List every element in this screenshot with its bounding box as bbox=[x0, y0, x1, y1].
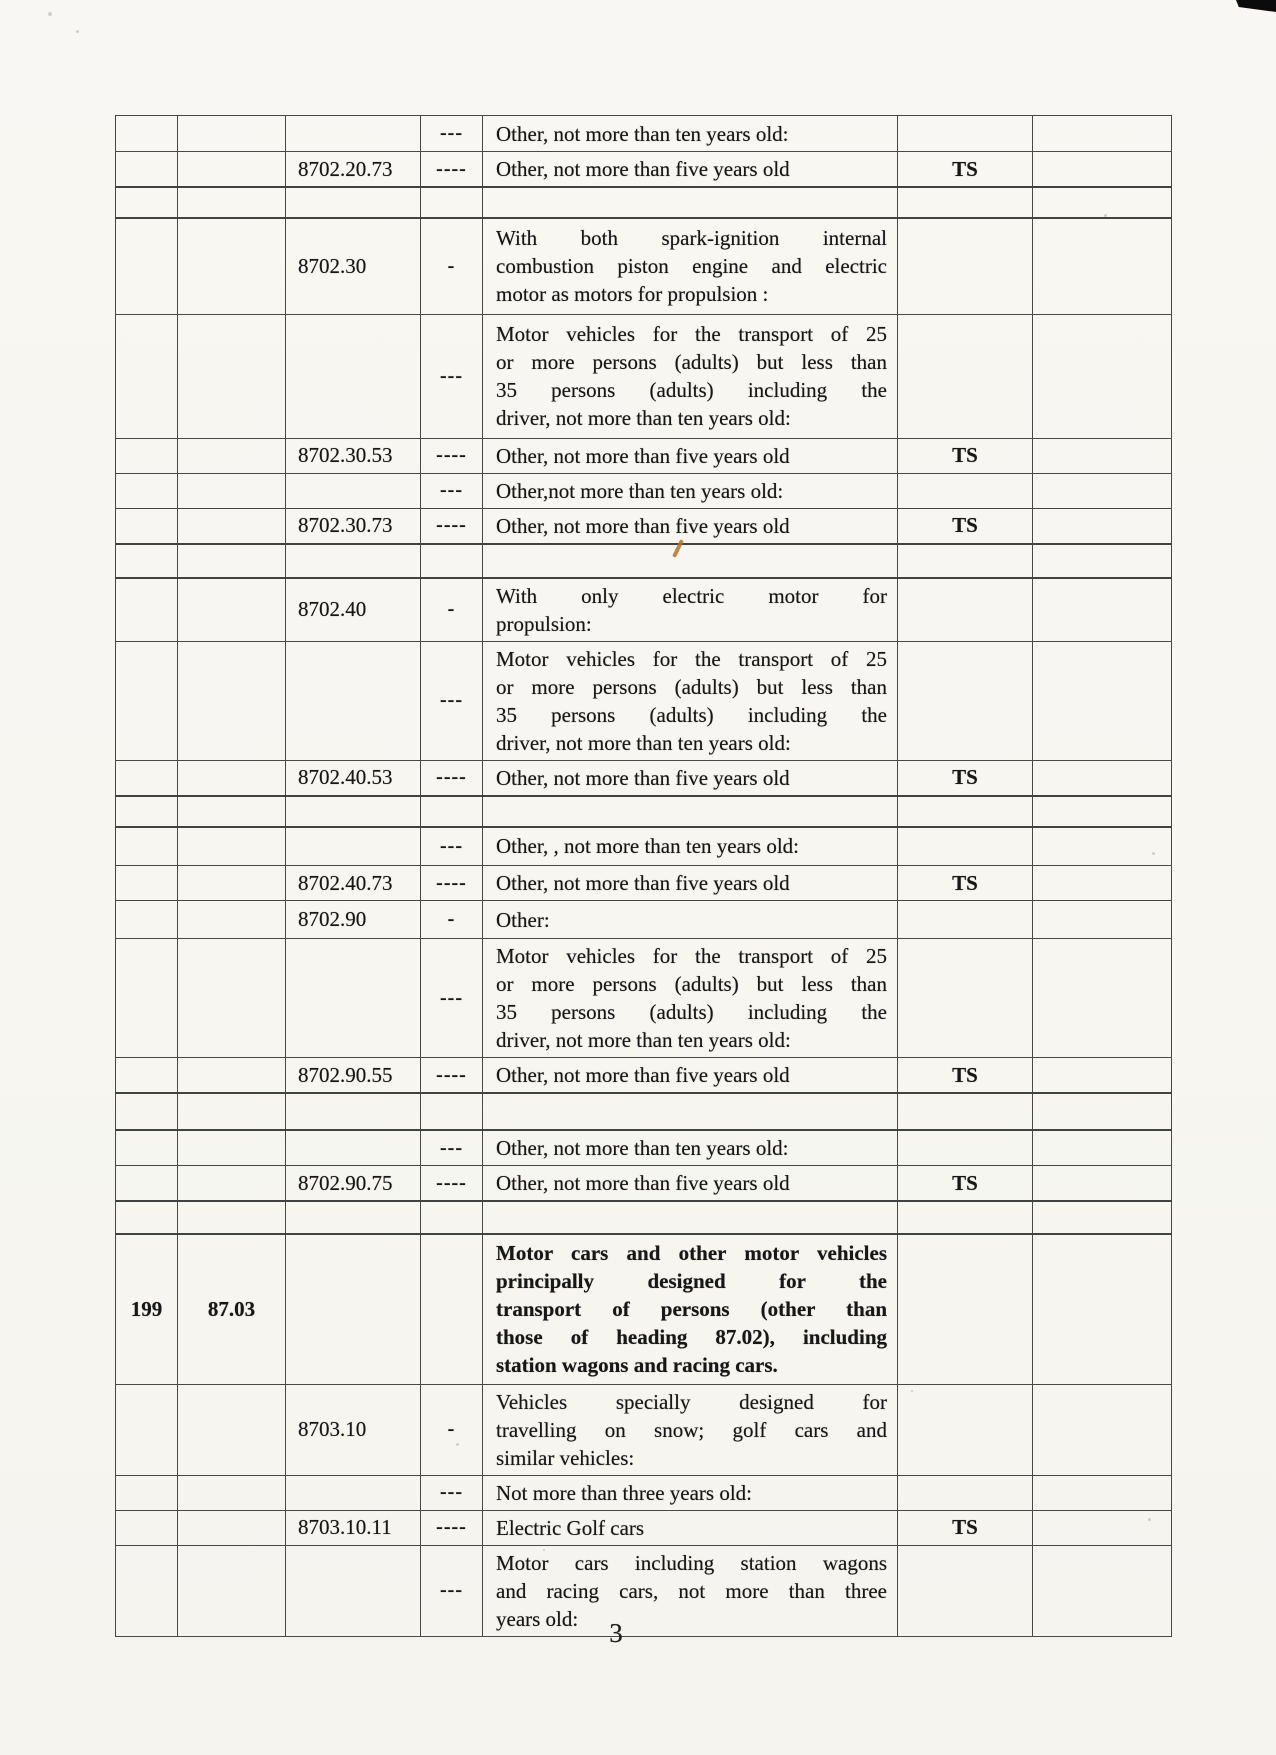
notes-cell bbox=[1033, 314, 1172, 438]
description-line: driver, not more than ten years old: bbox=[496, 406, 791, 430]
code-cell bbox=[286, 1093, 421, 1130]
table-row bbox=[116, 508, 1172, 544]
description-cell bbox=[483, 1201, 898, 1234]
table-row bbox=[116, 641, 1172, 760]
heading-cell bbox=[178, 1475, 286, 1510]
dash-cell: --- bbox=[421, 116, 483, 152]
description-line: or more persons (adults) but less than bbox=[496, 674, 887, 699]
ts-cell bbox=[898, 314, 1033, 438]
heading-cell bbox=[178, 116, 286, 152]
dash-cell: - bbox=[421, 218, 483, 314]
table-row bbox=[116, 901, 1172, 939]
dash-cell: --- bbox=[421, 1130, 483, 1166]
notes-cell bbox=[1033, 438, 1172, 473]
description-cell bbox=[483, 641, 898, 760]
notes-cell bbox=[1033, 152, 1172, 188]
heading-cell bbox=[178, 1384, 286, 1475]
code-cell: 8702.90.75 bbox=[286, 1166, 421, 1202]
description-cell bbox=[483, 1384, 898, 1475]
notes-cell bbox=[1033, 116, 1172, 152]
notes-cell bbox=[1033, 866, 1172, 901]
code-cell bbox=[286, 1234, 421, 1384]
serial-cell: 199 bbox=[116, 1234, 178, 1384]
ts-cell bbox=[898, 1234, 1033, 1384]
description-line: Electric Golf cars bbox=[496, 1515, 645, 1540]
code-cell bbox=[286, 1545, 421, 1636]
notes-cell bbox=[1033, 1130, 1172, 1166]
dash-cell: --- bbox=[421, 314, 483, 438]
ts-cell: TS bbox=[898, 1510, 1033, 1545]
heading-cell bbox=[178, 1545, 286, 1636]
description-cell bbox=[483, 827, 898, 866]
scan-speck bbox=[456, 1443, 459, 1446]
dash-cell: --- bbox=[421, 1475, 483, 1510]
table-row bbox=[116, 827, 1172, 866]
ts-cell bbox=[898, 1545, 1033, 1636]
description-line: travelling on snow; golf cars and bbox=[496, 1417, 887, 1442]
code-cell bbox=[286, 641, 421, 760]
scan-speck bbox=[48, 12, 52, 16]
serial-cell bbox=[116, 827, 178, 866]
code-cell bbox=[286, 939, 421, 1058]
ts-cell bbox=[898, 116, 1033, 152]
heading-cell: 87.03 bbox=[178, 1234, 286, 1384]
heading-cell bbox=[178, 1093, 286, 1130]
description-line: principally designed for the bbox=[496, 1269, 887, 1294]
dash-cell: --- bbox=[421, 939, 483, 1058]
serial-cell bbox=[116, 796, 178, 827]
dash-cell: ---- bbox=[421, 760, 483, 796]
table-row bbox=[116, 1058, 1172, 1094]
ts-cell bbox=[898, 544, 1033, 578]
code-cell bbox=[286, 796, 421, 827]
serial-cell bbox=[116, 218, 178, 314]
description-line: With only electric motor for bbox=[496, 583, 887, 608]
description-line: Other, not more than ten years old: bbox=[496, 121, 789, 146]
serial-cell bbox=[116, 438, 178, 473]
heading-cell bbox=[178, 187, 286, 218]
ts-cell bbox=[898, 1130, 1033, 1166]
table-row bbox=[116, 1475, 1172, 1510]
dash-cell bbox=[421, 544, 483, 578]
dash-cell: ---- bbox=[421, 152, 483, 188]
dash-cell: --- bbox=[421, 641, 483, 760]
description-cell bbox=[483, 473, 898, 508]
notes-cell bbox=[1033, 1510, 1172, 1545]
serial-cell bbox=[116, 1201, 178, 1234]
dash-cell bbox=[421, 1234, 483, 1384]
code-cell bbox=[286, 1201, 421, 1234]
serial-cell bbox=[116, 508, 178, 544]
serial-cell bbox=[116, 187, 178, 218]
serial-cell bbox=[116, 1545, 178, 1636]
serial-cell bbox=[116, 1130, 178, 1166]
heading-cell bbox=[178, 218, 286, 314]
description-line: Motor cars including station wagons bbox=[496, 1550, 887, 1575]
description-line: Motor vehicles for the transport of 25 bbox=[496, 322, 887, 346]
scan-speck bbox=[1104, 214, 1107, 217]
description-cell bbox=[483, 1130, 898, 1166]
code-cell: 8703.10.11 bbox=[286, 1510, 421, 1545]
separator-row bbox=[116, 1093, 1172, 1130]
dash-cell: --- bbox=[421, 473, 483, 508]
serial-cell bbox=[116, 116, 178, 152]
description-line: Other,not more than ten years old: bbox=[496, 478, 784, 503]
notes-cell bbox=[1033, 760, 1172, 796]
description-line: those of heading 87.02), including bbox=[496, 1325, 887, 1350]
dash-cell: ---- bbox=[421, 866, 483, 901]
heading-cell bbox=[178, 1201, 286, 1234]
ts-cell: TS bbox=[898, 866, 1033, 901]
ts-cell bbox=[898, 1093, 1033, 1130]
description-line: Other, not more than five years old bbox=[496, 1063, 790, 1087]
description-line: Motor vehicles for the transport of 25 bbox=[496, 944, 887, 968]
heading-cell bbox=[178, 1130, 286, 1166]
notes-cell bbox=[1033, 1058, 1172, 1094]
description-line: driver, not more than ten years old: bbox=[496, 1028, 791, 1052]
ts-cell: TS bbox=[898, 1058, 1033, 1094]
heading-cell bbox=[178, 827, 286, 866]
table-row bbox=[116, 939, 1172, 1058]
notes-cell bbox=[1033, 1545, 1172, 1636]
scan-speck bbox=[543, 1549, 545, 1551]
dash-cell: - bbox=[421, 1384, 483, 1475]
dash-cell bbox=[421, 187, 483, 218]
heading-cell bbox=[178, 473, 286, 508]
description-line: combustion piston engine and electric bbox=[496, 254, 887, 279]
table-row bbox=[116, 866, 1172, 901]
heading-cell bbox=[178, 152, 286, 188]
description-line: Motor cars and other motor vehicles bbox=[496, 1241, 887, 1266]
code-cell bbox=[286, 473, 421, 508]
notes-cell bbox=[1033, 1166, 1172, 1202]
code-cell: 8702.30 bbox=[286, 218, 421, 314]
heading-cell bbox=[178, 508, 286, 544]
scan-speck bbox=[76, 30, 79, 33]
description-line: motor as motors for propulsion : bbox=[496, 282, 769, 307]
description-cell bbox=[483, 1510, 898, 1545]
notes-cell bbox=[1033, 1234, 1172, 1384]
description-line: similar vehicles: bbox=[496, 1445, 635, 1470]
serial-cell bbox=[116, 760, 178, 796]
code-cell bbox=[286, 187, 421, 218]
ts-cell bbox=[898, 939, 1033, 1058]
description-cell bbox=[483, 1058, 898, 1094]
serial-cell bbox=[116, 152, 178, 188]
table-row bbox=[116, 578, 1172, 642]
description-line: Other, not more than five years old bbox=[496, 765, 790, 790]
description-cell bbox=[483, 1166, 898, 1202]
description-line: With both spark-ignition internal bbox=[496, 226, 887, 251]
table-row bbox=[116, 314, 1172, 438]
tariff-table bbox=[115, 115, 1172, 1637]
description-line: propulsion: bbox=[496, 611, 592, 636]
heading-cell bbox=[178, 544, 286, 578]
table-row bbox=[116, 1130, 1172, 1166]
heading-cell bbox=[178, 438, 286, 473]
dash-cell: ---- bbox=[421, 1058, 483, 1094]
description-line: and racing cars, not more than three bbox=[496, 1578, 887, 1603]
description-line: Other, not more than five years old bbox=[496, 513, 790, 538]
serial-cell bbox=[116, 1475, 178, 1510]
table-row bbox=[116, 1545, 1172, 1636]
table-row bbox=[116, 438, 1172, 473]
ts-cell bbox=[898, 578, 1033, 642]
heading-cell bbox=[178, 1510, 286, 1545]
description-line: Motor vehicles for the transport of 25 bbox=[496, 646, 887, 671]
code-cell: 8702.90 bbox=[286, 901, 421, 939]
heading-cell bbox=[178, 1166, 286, 1202]
notes-cell bbox=[1033, 473, 1172, 508]
serial-cell bbox=[116, 578, 178, 642]
notes-cell bbox=[1033, 508, 1172, 544]
serial-cell bbox=[116, 1384, 178, 1475]
serial-cell bbox=[116, 314, 178, 438]
code-cell: 8702.40.73 bbox=[286, 866, 421, 901]
serial-cell bbox=[116, 1166, 178, 1202]
description-cell bbox=[483, 187, 898, 218]
ts-cell: TS bbox=[898, 438, 1033, 473]
page-number: 3 bbox=[609, 1618, 623, 1648]
dash-cell bbox=[421, 1093, 483, 1130]
description-cell bbox=[483, 1545, 898, 1636]
notes-cell bbox=[1033, 1384, 1172, 1475]
description-cell bbox=[483, 866, 898, 901]
separator-row bbox=[116, 544, 1172, 578]
dash-cell: ---- bbox=[421, 508, 483, 544]
dash-cell: - bbox=[421, 901, 483, 939]
dash-cell: - bbox=[421, 578, 483, 642]
heading-cell bbox=[178, 901, 286, 939]
notes-cell bbox=[1033, 641, 1172, 760]
table-row bbox=[116, 1234, 1172, 1384]
ts-cell: TS bbox=[898, 760, 1033, 796]
code-cell bbox=[286, 116, 421, 152]
ts-cell: TS bbox=[898, 1166, 1033, 1202]
description-line: 35 persons (adults) including the bbox=[496, 702, 887, 727]
serial-cell bbox=[116, 1510, 178, 1545]
notes-cell bbox=[1033, 187, 1172, 218]
dash-cell: ---- bbox=[421, 438, 483, 473]
description-line: station wagons and racing cars. bbox=[496, 1353, 778, 1378]
scan-speck bbox=[1148, 1518, 1151, 1521]
description-line: driver, not more than ten years old: bbox=[496, 730, 791, 755]
description-cell bbox=[483, 796, 898, 827]
code-cell bbox=[286, 1475, 421, 1510]
description-cell bbox=[483, 438, 898, 473]
table-row bbox=[116, 218, 1172, 314]
ts-cell: TS bbox=[898, 152, 1033, 188]
description-line: Vehicles specially designed for bbox=[496, 1389, 887, 1414]
scan-speck bbox=[1152, 852, 1155, 855]
code-cell: 8702.20.73 bbox=[286, 152, 421, 188]
serial-cell bbox=[116, 866, 178, 901]
serial-cell bbox=[116, 1093, 178, 1130]
serial-cell bbox=[116, 901, 178, 939]
notes-cell bbox=[1033, 218, 1172, 314]
code-cell bbox=[286, 314, 421, 438]
dash-cell bbox=[421, 1201, 483, 1234]
description-line: Other, not more than five years old bbox=[496, 443, 790, 468]
description-cell bbox=[483, 1093, 898, 1130]
code-cell: 8702.30.73 bbox=[286, 508, 421, 544]
notes-cell bbox=[1033, 827, 1172, 866]
ts-cell bbox=[898, 1384, 1033, 1475]
code-cell: 8702.40.53 bbox=[286, 760, 421, 796]
dash-cell: ---- bbox=[421, 1510, 483, 1545]
code-cell bbox=[286, 544, 421, 578]
notes-cell bbox=[1033, 939, 1172, 1058]
code-cell: 8702.30.53 bbox=[286, 438, 421, 473]
code-cell bbox=[286, 1130, 421, 1166]
table-row bbox=[116, 152, 1172, 188]
notes-cell bbox=[1033, 796, 1172, 827]
description-cell bbox=[483, 544, 898, 578]
separator-row bbox=[116, 796, 1172, 827]
code-cell: 8702.90.55 bbox=[286, 1058, 421, 1094]
description-line: 35 persons (adults) including the bbox=[496, 378, 887, 402]
description-line: Other, , not more than ten years old: bbox=[496, 834, 799, 859]
serial-cell bbox=[116, 1058, 178, 1094]
description-cell bbox=[483, 116, 898, 152]
description-line: transport of persons (other than bbox=[496, 1297, 887, 1322]
description-line: Other: bbox=[496, 907, 550, 932]
description-line: Other, not more than five years old bbox=[496, 1171, 790, 1195]
ts-cell bbox=[898, 187, 1033, 218]
description-cell bbox=[483, 152, 898, 188]
description-line: Other, not more than five years old bbox=[496, 157, 790, 181]
description-line: or more persons (adults) but less than bbox=[496, 350, 887, 374]
notes-cell bbox=[1033, 1475, 1172, 1510]
notes-cell bbox=[1033, 1093, 1172, 1130]
code-cell: 8703.10 bbox=[286, 1384, 421, 1475]
ts-cell bbox=[898, 641, 1033, 760]
dash-cell bbox=[421, 796, 483, 827]
serial-cell bbox=[116, 939, 178, 1058]
table-row bbox=[116, 1384, 1172, 1475]
description-cell bbox=[483, 218, 898, 314]
description-line: 35 persons (adults) including the bbox=[496, 1000, 887, 1024]
ts-cell bbox=[898, 1475, 1033, 1510]
notes-cell bbox=[1033, 1201, 1172, 1234]
description-cell bbox=[483, 760, 898, 796]
description-cell bbox=[483, 1234, 898, 1384]
ts-cell bbox=[898, 1201, 1033, 1234]
heading-cell bbox=[178, 939, 286, 1058]
notes-cell bbox=[1033, 544, 1172, 578]
code-cell bbox=[286, 827, 421, 866]
separator-row bbox=[116, 187, 1172, 218]
description-cell bbox=[483, 578, 898, 642]
description-cell bbox=[483, 314, 898, 438]
dash-cell: --- bbox=[421, 1545, 483, 1636]
scan-corner-mark bbox=[1236, 0, 1276, 12]
notes-cell bbox=[1033, 578, 1172, 642]
description-line: Other, not more than ten years old: bbox=[496, 1136, 789, 1160]
ts-cell: TS bbox=[898, 508, 1033, 544]
heading-cell bbox=[178, 760, 286, 796]
separator-row bbox=[116, 1201, 1172, 1234]
description-line: Other, not more than five years old bbox=[496, 871, 790, 895]
table-row bbox=[116, 116, 1172, 152]
description-cell bbox=[483, 508, 898, 544]
dash-cell: --- bbox=[421, 827, 483, 866]
description-cell bbox=[483, 901, 898, 939]
serial-cell bbox=[116, 473, 178, 508]
description-cell bbox=[483, 1475, 898, 1510]
scan-speck bbox=[911, 1390, 913, 1392]
ts-cell bbox=[898, 218, 1033, 314]
table-row bbox=[116, 760, 1172, 796]
description-line: Not more than three years old: bbox=[496, 1480, 752, 1505]
table-row bbox=[116, 1166, 1172, 1202]
ts-cell bbox=[898, 901, 1033, 939]
heading-cell bbox=[178, 866, 286, 901]
dash-cell: ---- bbox=[421, 1166, 483, 1202]
serial-cell bbox=[116, 641, 178, 760]
description-line: or more persons (adults) but less than bbox=[496, 972, 887, 996]
heading-cell bbox=[178, 1058, 286, 1094]
heading-cell bbox=[178, 314, 286, 438]
code-cell: 8702.40 bbox=[286, 578, 421, 642]
ts-cell bbox=[898, 473, 1033, 508]
heading-cell bbox=[178, 641, 286, 760]
description-line: years old: bbox=[496, 1606, 579, 1631]
ts-cell bbox=[898, 827, 1033, 866]
notes-cell bbox=[1033, 901, 1172, 939]
serial-cell bbox=[116, 544, 178, 578]
table-row bbox=[116, 473, 1172, 508]
heading-cell bbox=[178, 796, 286, 827]
ts-cell bbox=[898, 796, 1033, 827]
heading-cell bbox=[178, 578, 286, 642]
table-row bbox=[116, 1510, 1172, 1545]
description-cell bbox=[483, 939, 898, 1058]
